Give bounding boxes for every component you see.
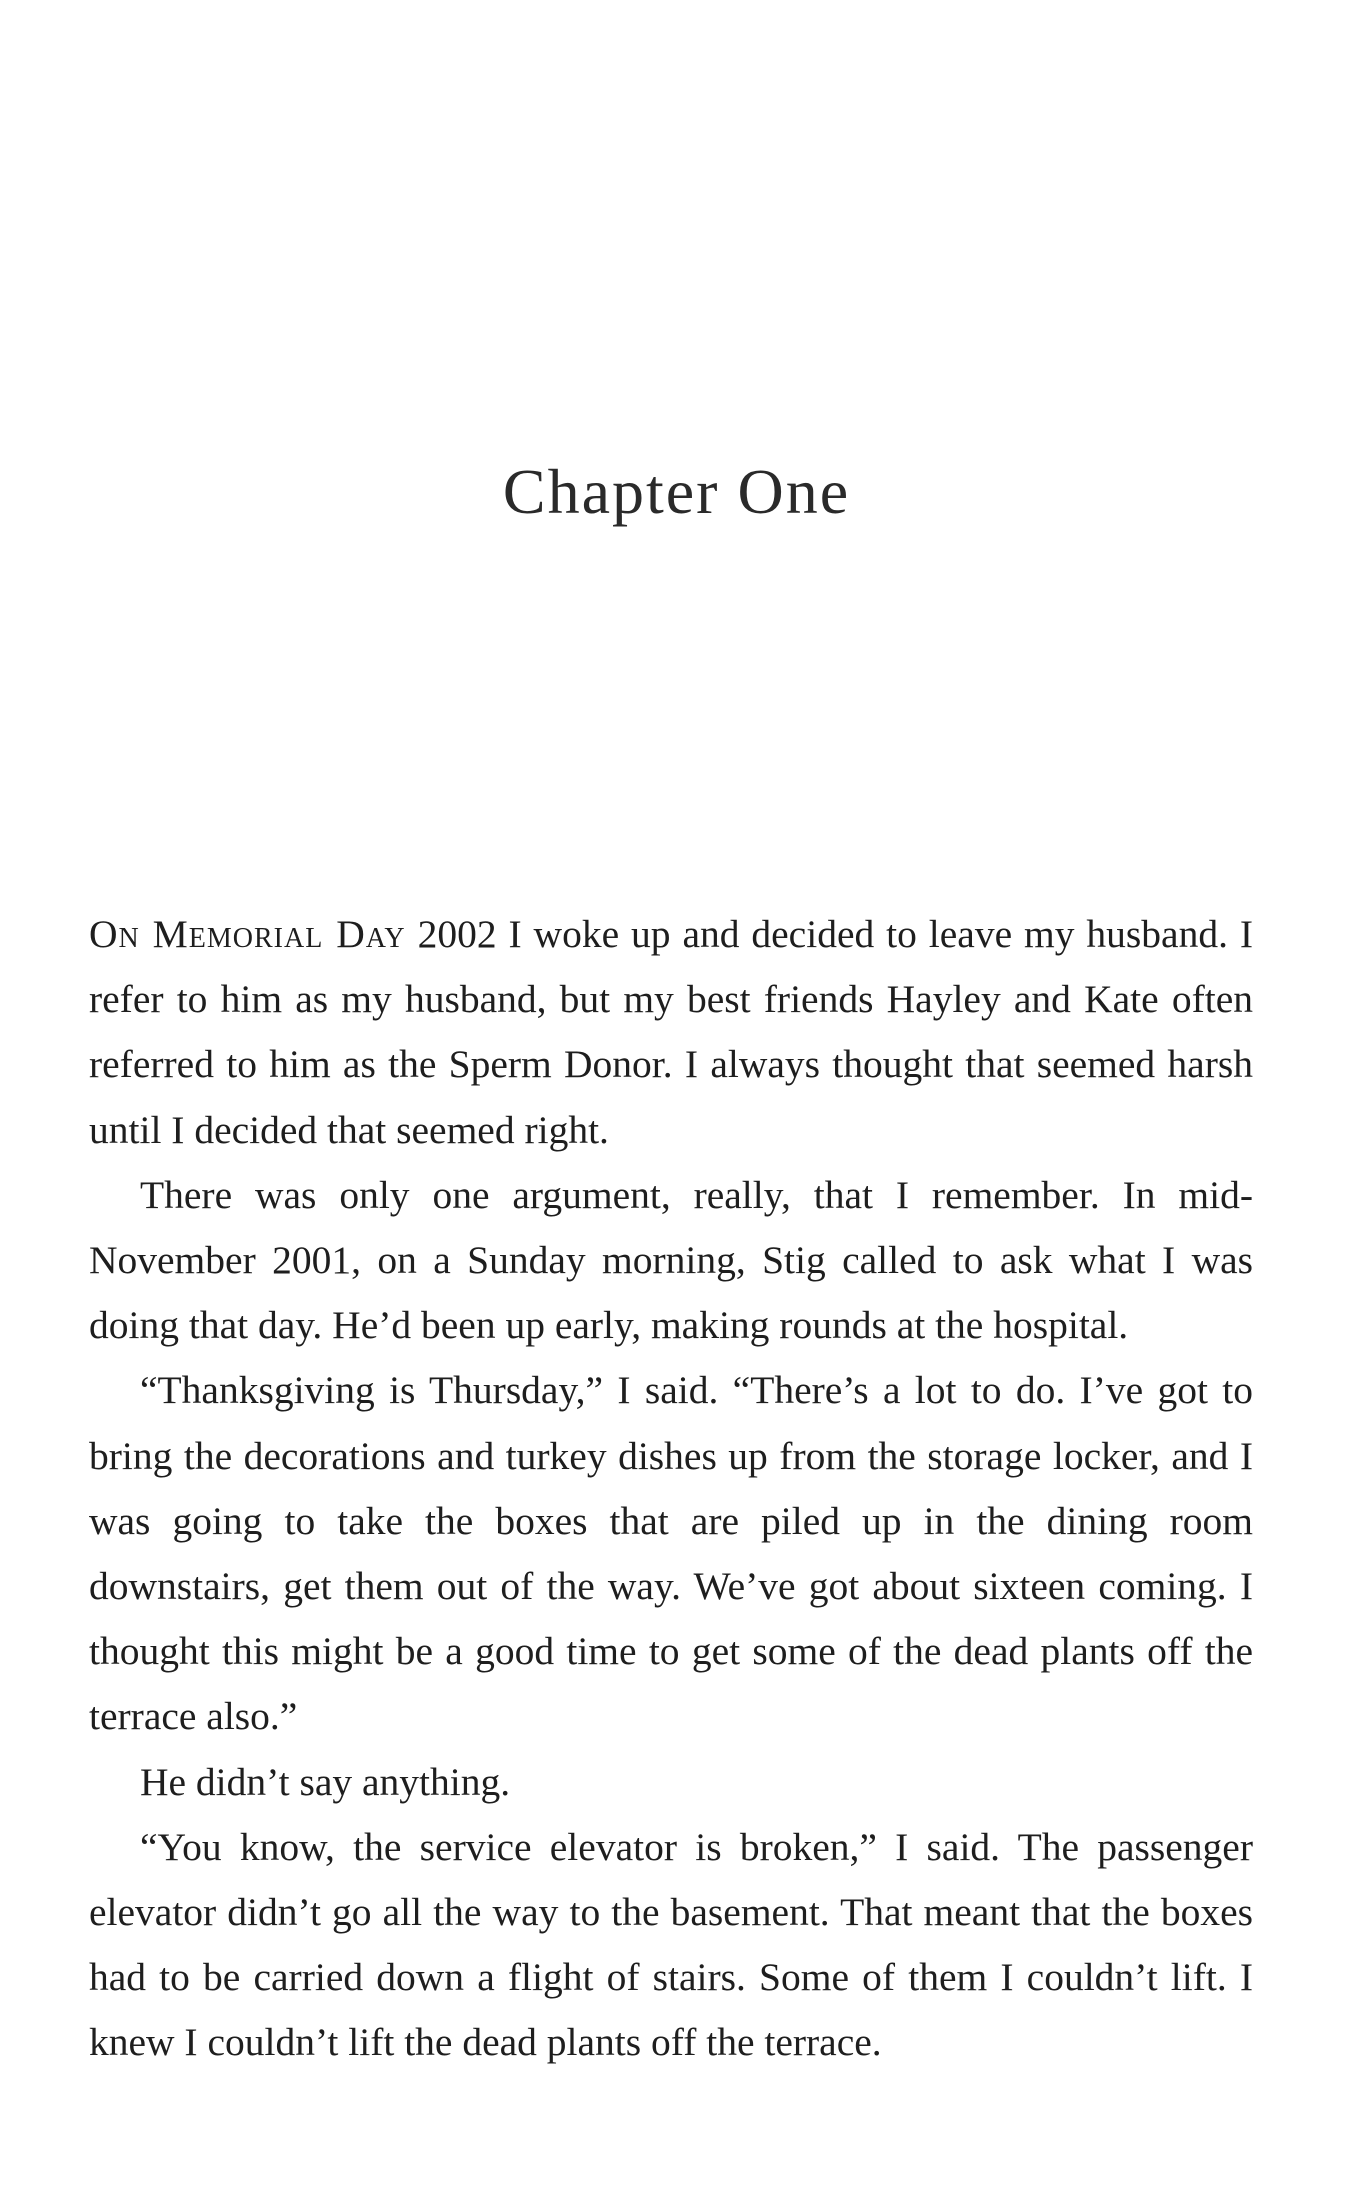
paragraph-1 [89, 902, 1253, 1163]
paragraph-1-lead: On Memorial Day [89, 912, 406, 956]
paragraph-5: “You know, the service elevator is broken,” I said. The passenger elevator didn’t go all the way to the basement. That meant that the boxes had to be carried down a flight of stairs. Some of them I couldn’t lift. I knew I couldn’t lift the dead plants off the terrace. [89, 1824, 1253, 2065]
chapter-title: Chapter One [502, 456, 851, 527]
paragraph-4: He didn’t say anything. [140, 1759, 511, 1804]
paragraph-2: There was only one argument, really, that I remember. In mid-November 2001, on a Sunday morning, Stig called to ask what I was doing that day. He’d been up early, making rounds at the hospital. [89, 1172, 1253, 1348]
chapter-body [89, 902, 1253, 2076]
paragraph-1-text: 2002 I woke up and decided to leave my husband. I refer to him as my husband, but my best friends Hayley and Kate often referred to him as the Sperm Donor. I always thought that seemed harsh until I decided that seemed right. [89, 912, 1254, 1152]
paragraph-3: “Thanksgiving is Thursday,” I said. “There’s a lot to do. I’ve got to bring the decorations and turkey dishes up from the storage locker, and I was going to take the boxes that are piled up in the dining room downstairs, get them out of the way. We’ve got about sixteen coming. I thought this might be a good time to get some of the dead plants off the terrace also.” [89, 1368, 1253, 1739]
